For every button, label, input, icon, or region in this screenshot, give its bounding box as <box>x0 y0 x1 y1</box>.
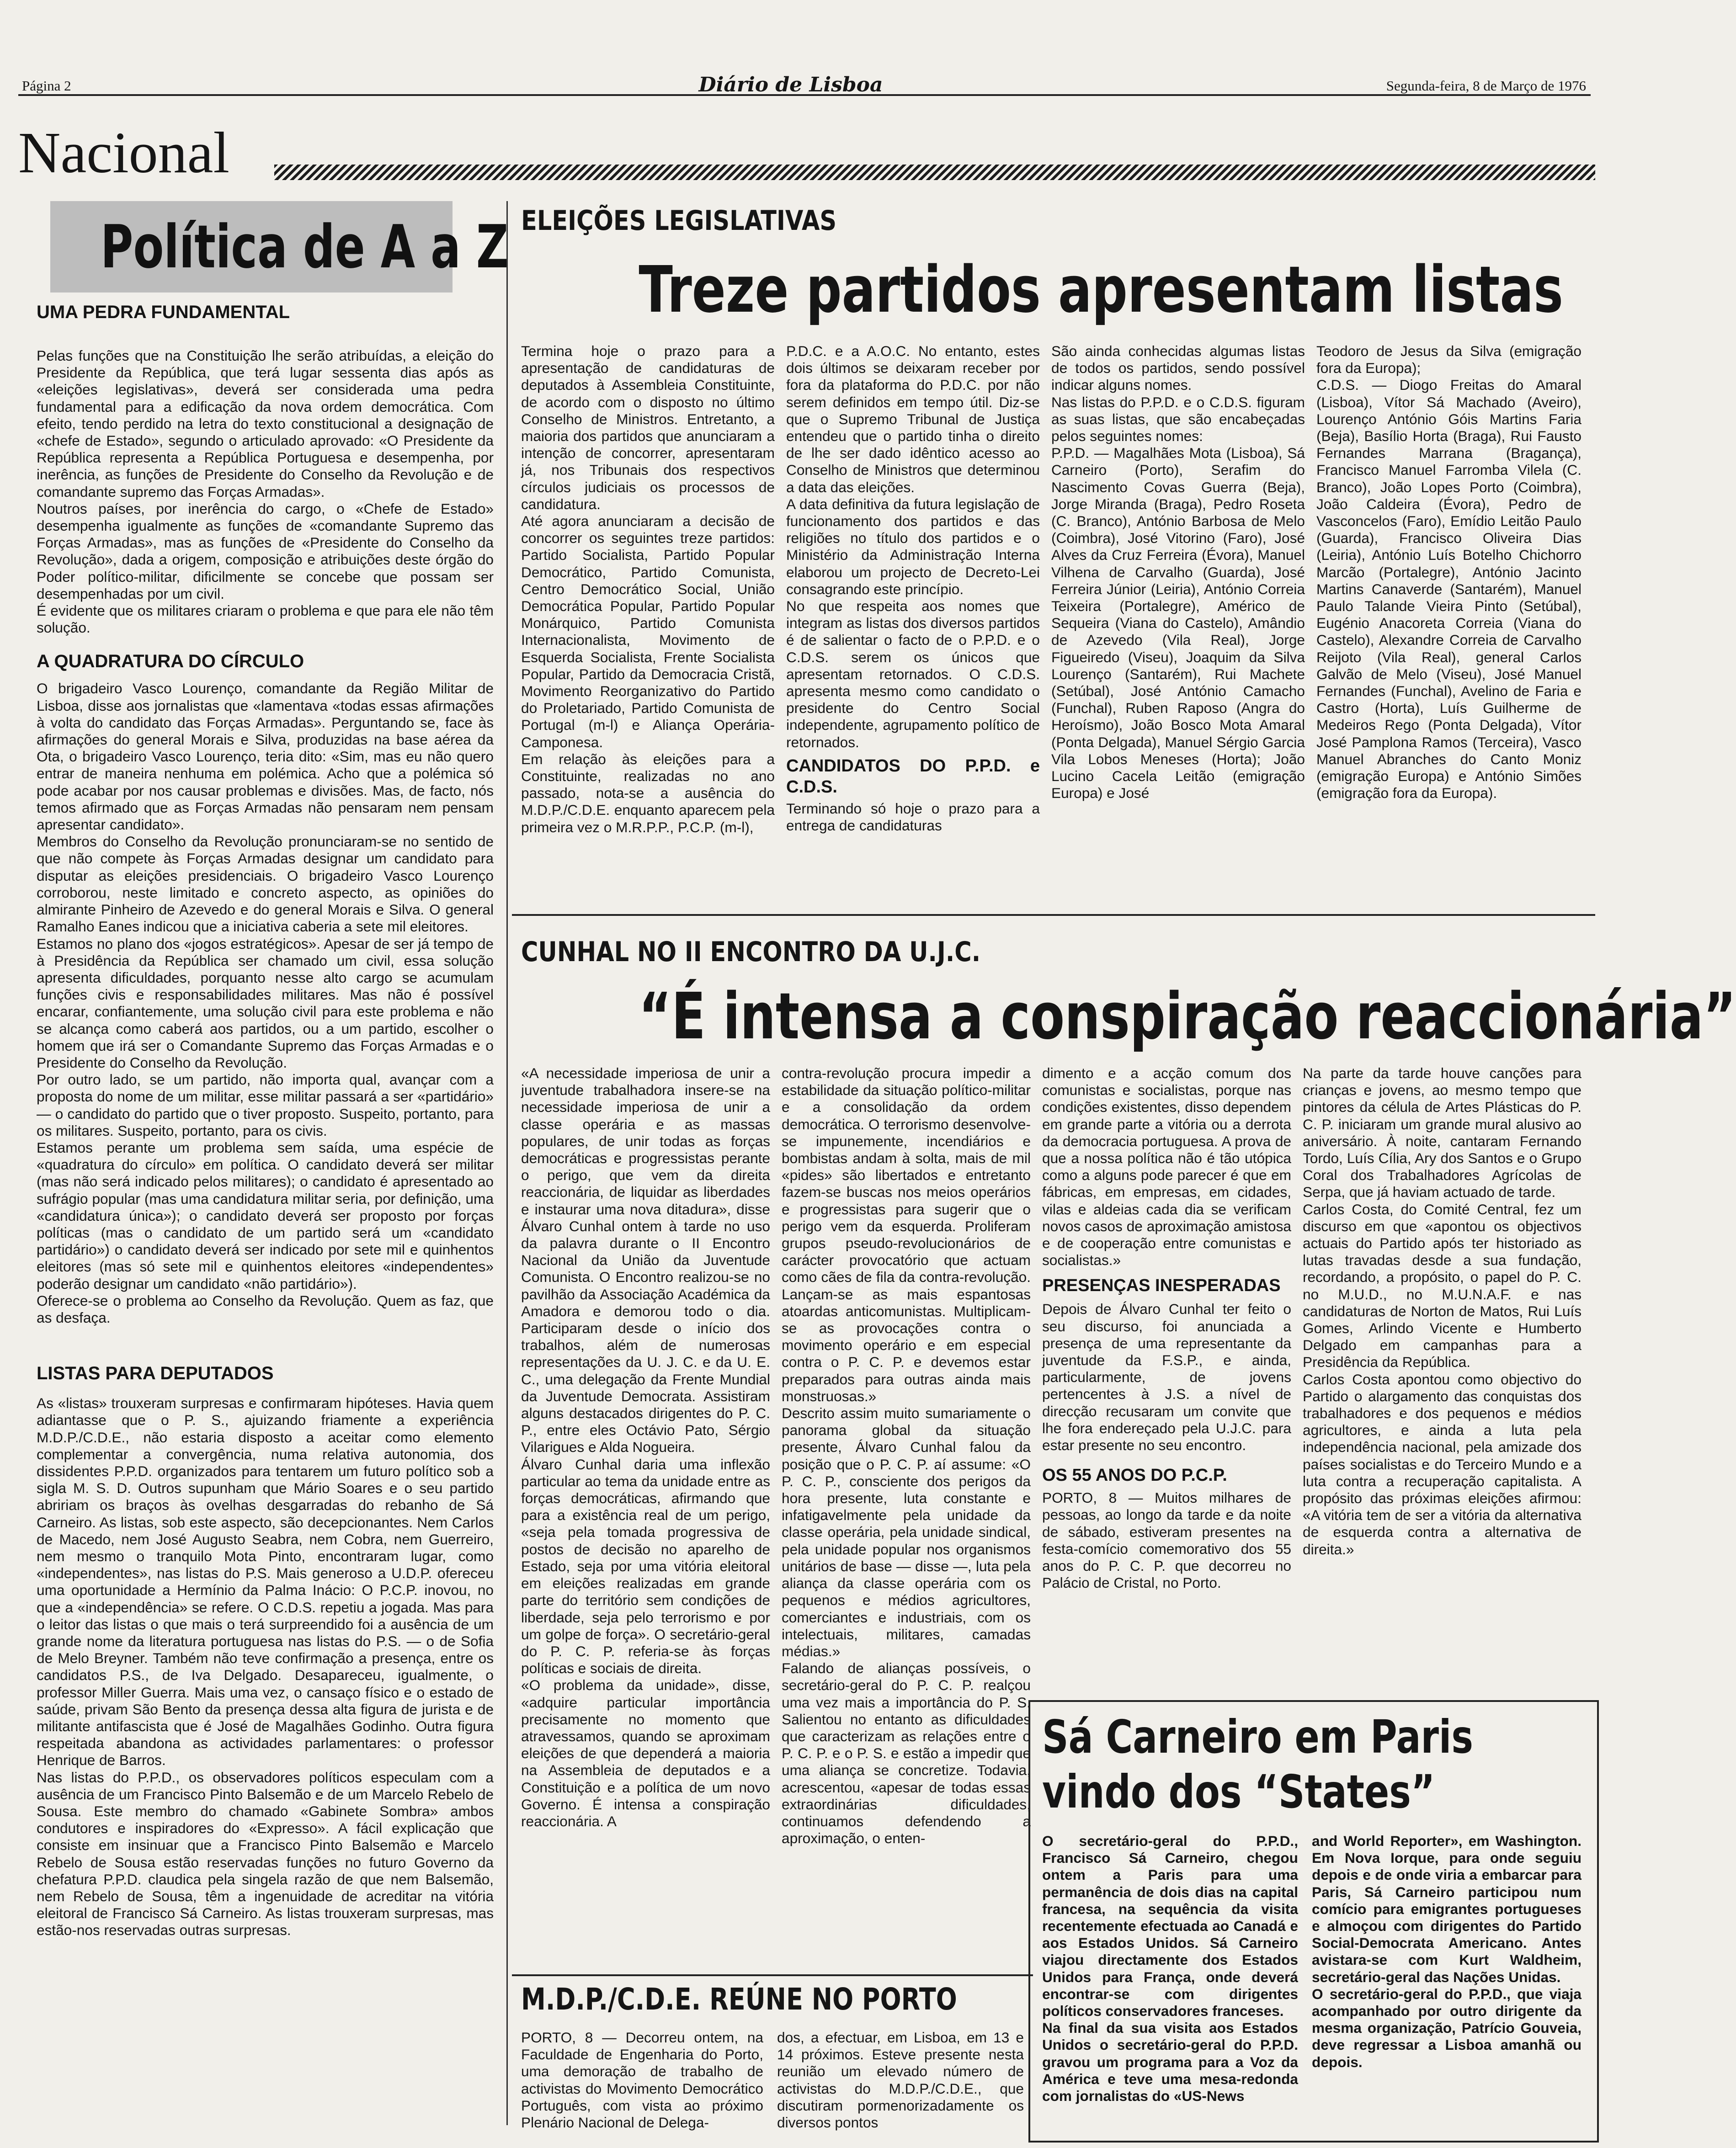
paragraph: dos, a efectuar, em Lisboa, em 13 e 14 próximos. Esteve presente nesta reunião um elevado número de activistas do M.D.P./C.D.E., que discutiram pormenorizadamente os diversos pontos <box>777 2029 1024 2131</box>
article-headline: Sá Carneiro em Paris <box>1042 1710 1473 1764</box>
paragraph: No que respeita aos nomes que integram as listas dos diversos partidos é de salientar o facto de o P.P.D. e o C.D.S. serem os únicos que apresentam retornados. O C.D.S. apresenta mesmo como candidato o presidente do Centro Social independente, agrupamento político de retornados. <box>786 598 1040 750</box>
section-heading: LISTAS PARA DEPUTADOS <box>37 1363 274 1384</box>
paragraph: Nas listas do P.P.D. e o C.D.S. figuram as suas listas, que são encabeçadas pelos seguintes nomes: <box>1051 393 1305 445</box>
section-hatch-rule <box>274 165 1595 180</box>
issue-date: Segunda-feira, 8 de Março de 1976 <box>1386 78 1586 94</box>
page-number: Página 2 <box>22 78 71 94</box>
paragraph: Membros do Conselho da Revolução pronunciaram-se no sentido de que não compete às Forças Armadas designar um candidato para disputar as eleições presidenciais. O brigadeiro Vasco Lourenço corroborou, neste limitado e concreto aspecto, as opiniões do almirante Pinheiro de Azevedo e do general Morais e Silva. O general Ramalho Eanes indicou que a iniciativa caberia a sete mil eleitores. <box>37 833 494 935</box>
article-column <box>521 1065 770 1830</box>
article-column <box>1051 343 1305 802</box>
paragraph: Descrito assim muito sumariamente o panorama global da situação presente, Álvaro Cunhal falou da posição que o P. C. P. aí assume: «O P. C. P., consciente dos perigos da hora presente, luta constante e infatigavelmente pela unidade da classe operária, pela unidade sindical, pela unidade popular nos organismos unitários de base — disse —, luta pela aliança da classe operária com os pequenos e médios agricultores, comerciantes e industriais, com os intelectuais, militares, camadas médias.» <box>782 1405 1031 1659</box>
paragraph: Carlos Costa apontou como objectivo do Partido o alargamento das conquistas dos trabalhadores e dos pequenos e médios agricultores, e ainda a luta pela independência nacional, pela amizade dos países socialistas e do Terceiro Mundo e a luta contra a recuperação capitalista. A propósito das próximas eleições afirmou: «A vitória tem de ser a vitória da alternativa de esquerda contra a alternativa de direita.» <box>1303 1371 1582 1558</box>
paragraph: O secretário-geral do P.P.D., Francisco Sá Carneiro, chegou ontem a Paris para uma permanência de dois dias na capital francesa, na sequência da visita recentemente efectuada ao Canadá e aos Estados Unidos. Sá Carneiro viajou directamente dos Estados Unidos para França, onde deverá encontrar-se com dirigentes políticos conservadores franceses. <box>1042 1833 1298 2020</box>
article-column <box>1042 1833 1298 2105</box>
paragraph: Na final da sua visita aos Estados Unidos o secretário-geral do P.P.D. gravou um programa para a Voz da América e teve uma mesa-redonda com jornalistas do «US-News <box>1042 2020 1298 2105</box>
article-headline: vindo dos “States” <box>1042 1765 1435 1818</box>
paragraph: Na parte da tarde houve canções para crianças e jovens, ao mesmo tempo que pintores da célula de Artes Plásticas do P. C. P. iniciaram um grande mural alusivo ao aniversário. À noite, cantaram Fernando Tordo, Luís Cília, Ary dos Santos e o Grupo Coral dos Trabalhadores Agrícolas de Serpa, que já haviam actuado de tarde. <box>1303 1065 1582 1201</box>
column-title: Política de A a Z <box>101 212 509 282</box>
paragraph: Até agora anunciaram a decisão de concorrer os seguintes treze partidos: Partido Socialista, Partido Popular Democrático, Partido Comunista, Centro Democrático Social, União Democrática Popular, Partido Popular Monárquico, Partido Comunista Internacionalista, Movimento de Esquerda Socialista, Frente Socialista Popular, Partido da Democracia Cristã, Movimento Reorganizativo do Partido do Proletariado, Partido Comunista de Portugal (m-l) e Aliança Operária-Camponesa. <box>521 513 775 750</box>
paragraph: PORTO, 8 — Muitos milhares de pessoas, ao longo da tarde e da noite de sábado, estiveram presentes na festa-comício comemorativo dos 55 anos do P. C. P. que decorreu no Palácio de Cristal, no Porto. <box>1042 1489 1291 1591</box>
article-column <box>1312 1833 1582 2071</box>
paragraph: Pelas funções que na Constituição lhe serão atribuídas, a eleição do Presidente da República, que terá lugar sessenta dias após as «eleições legislativas», deverá ser considerada uma pedra fundamental para a edificação da nova ordem democrática. Com efeito, tendo perdido na letra do texto constitucional a designação de «chefe de Estado», segundo o articulado aprovado: «O Presidente da República representa a República Portuguesa e desempenha, por inerência, as funções de Presidente do Conselho da Revolução e de comandante supremo das Forças Armadas». <box>37 347 494 500</box>
paragraph: PORTO, 8 — Decorreu ontem, na Faculdade de Engenharia do Porto, uma demoração de trabalho de activistas do Movimento Democrático Português, com vista ao próximo Plenário Nacional de Delega- <box>521 2029 763 2131</box>
article-headline: “É intensa a conspiração reaccionária” <box>639 979 1736 1054</box>
article-headline: Treze partidos apresentam listas <box>639 253 1564 327</box>
paragraph: Teodoro de Jesus da Silva (emigração fora da Europa); <box>1316 343 1582 377</box>
paragraph: O brigadeiro Vasco Lourenço, comandante da Região Militar de Lisboa, disse aos jornalistas que «lamentava «todas essas afirmações à volta do candidato das Forças Armadas». Perguntando se, face às afirmações do general Morais e Silva, produzidas na base aérea da Ota, o brigadeiro Vasco Lourenço, teria dito: «Sim, mas eu não quero entrar de maneira nenhuma em polémica. Acho que a polémica só pode acabar por nos causar problemas e divisões. Mas, de facto, nós temos afirmado que as Forças Armadas não pensaram nem pensam apresentar candidato». <box>37 680 494 833</box>
article-body <box>37 680 494 1326</box>
article-body <box>37 347 494 636</box>
article-subhead: CANDIDATOS DO P.P.D. e C.D.S. <box>786 756 1040 797</box>
article-column <box>1303 1065 1582 1558</box>
paragraph: Noutros países, por inerência do cargo, o «Chefe de Estado» desempenha igualmente as funções de «comandante Supremo das Forças Armadas», mas as funções de «Presidente do Conselho da Revolução», dada a origem, composição e atribuições deste órgão do Poder político-militar, dificilmente se concebe que possam ser desempenhadas por um civil. <box>37 500 494 602</box>
paragraph: Oferece-se o problema ao Conselho da Revolução. Quem as faz, que as desfaça. <box>37 1292 494 1326</box>
paragraph: Estamos no plano dos «jogos estratégicos». Apesar de ser já tempo de à Presidência da República ser chamado um civil, essa solução apresenta dificuldades, porquanto nesse alto cargo se acumulam funções civis e responsabilidades militares. Mas não é possível encarar, confiantemente, uma solução civil para este problema e não se alcança como caberá aos partidos, ou a um partido, escolher o homem que irá ser o Comandante Supremo das Forças Armadas e o Presidente do Conselho da Revolução. <box>37 935 494 1071</box>
paragraph: Depois de Álvaro Cunhal ter feito o seu discurso, foi anunciada a presença de uma representante da juventude da F.S.P., e ainda, particularmente, de jovens pertencentes à J.S. a nível de direcção recusaram um convite que lhe fora endereçado pela U.J.C. para estar presente no seu encontro. <box>1042 1301 1291 1454</box>
paragraph: C.D.S. — Diogo Freitas do Amaral (Lisboa), Vítor Sá Machado (Aveiro), Lourenço António Góis Martins Faria (Beja), Basílio Horta (Braga), Rui Fausto Fernandes Marrana (Bragança), Francisco Manuel Farromba Vilela (C. Branco), João Lopes Porto (Coimbra), João Caldeira (Évora), Pedro de Vasconcelos (Faro), Emídio Leitão Paulo (Guarda), Francisco Oliveira Dias (Leiria), António Luís Botelho Chichorro Marcão (Portalegre), António Jacinto Martins Canaverde (Santarém), Manuel Paulo Talande Vieira Pinto (Setúbal), Eugénio Anacoreta Correia (Viana do Castelo), Alexandre Correia de Carvalho Reijoto (Vila Real), general Carlos Galvão de Melo (Viseu), José Manuel Fernandes (Funchal), Avelino de Faria e Castro (Horta), Luís Guilherme de Medeiros Rego (Ponta Delgada), Vítor José Pamplona Ramos (Terceira), Vasco Manuel Abranches do Canto Moniz (emigração Europa) e António Simões (emigração fora da Europa). <box>1316 377 1582 802</box>
article-column <box>521 343 775 836</box>
paragraph: Terminando só hoje o prazo para a entrega de candidaturas <box>786 800 1040 834</box>
paragraph: dimento e a acção comum dos comunistas e socialistas, porque nas condições existentes, disso dependem em grande parte a vitória ou a derrota da democracia portuguesa. A prova de que a nossa política não é tão utópica como a alguns pode parecer é que em fábricas, em empresas, em cidades, vilas e aldeias cada dia se verificam novos casos de aproximação amistosa e de cooperação entre comunistas e socialistas.» <box>1042 1065 1291 1269</box>
left-column <box>37 302 494 1939</box>
paragraph: Estamos perante um problema sem saída, uma espécie de «quadratura do círculo» em política. O candidato deverá ser militar (mas não será indicado pelos militares); o candidato é apresentado ao sufrágio popular (mas uma candidatura militar seria, por definição, uma «candidatura única»); o candidato deverá ser proposto por forças políticas (mas o candidato de um partido será um «candidato partidário») o candidato deverá ser indicado por sete mil e quinhentos eleitores (mas só sete mil e quinhentos eleitores «independentes» poderão designar um candidato «não partidário»). <box>37 1139 494 1292</box>
paragraph: Nas listas do P.P.D., os observadores políticos especulam com a ausência de um Francisco Pinto Balsemão e de um Marcelo Rebelo de Sousa. Este membro do chamado «Gabinete Sombra» ambos condutores e inspiradores do «Expresso». A fácil explicação que consiste em insinuar que a Francisco Pinto Balsemão e Marcelo Rebelo de Sousa estão reservadas funções no futuro Governo da chefatura P.P.D. claudica pela singela razão de que nem Balsemão, nem Rebelo de Sousa, têm a ingenuidade de acreditar na vitória eleitoral de Francisco Sá Carneiro. As listas trouxeram surpresas, mas estão-nos reservadas outras surpresas. <box>37 1769 494 1939</box>
article-kicker: ELEIÇÕES LEGISLATIVAS <box>521 205 837 237</box>
article-column <box>1042 1065 1291 1591</box>
article-column <box>782 1065 1031 1847</box>
section-title: Nacional <box>18 120 229 185</box>
article-kicker: CUNHAL NO II ENCONTRO DA U.J.C. <box>521 936 981 968</box>
paragraph: «A necessidade imperiosa de unir a juventude trabalhadora insere-se na necessidade imperiosa de unir a classe operária e as massas populares, de unir todas as forças democráticas e progressistas perante o perigo, que vem da direita reaccionária, de liquidar as liberdades e instaurar uma nova ditadura», disse Álvaro Cunhal ontem à tarde no uso da palavra durante o II Encontro Nacional da União da Juventude Comunista. O Encontro realizou-se no pavilhão da Associação Académica da Amadora e demorou todo o dia. Participaram desde o início dos trabalhos, além de numerosas representações da U. J. C. e da U. E. C., uma delegação da Frente Mundial da Juventude Democrata. Assistiram alguns destacados dirigentes do P. C. P., entre eles Octávio Pato, Sérgio Vilarigues e Alda Nogueira. <box>521 1065 770 1456</box>
section-heading: UMA PEDRA FUNDAMENTAL <box>37 302 290 322</box>
paragraph: É evidente que os militares criaram o problema e que para ele não têm solução. <box>37 602 494 636</box>
paragraph: Por outro lado, se um partido, não importa qual, avançar com a proposta do nome de um militar, esse militar passará a ser «partidário» — o candidato do partido que o tiver proposto. Suspeito, portanto, para os militares. Suspeito, portanto, para os civis. <box>37 1071 494 1139</box>
paragraph: A data definitiva da futura legislação de funcionamento dos partidos e das religiões no título dos partidos e o Ministério da Administração Interna elaborou um projecto de Decreto-Lei consagrando este princípio. <box>786 495 1040 597</box>
paragraph: Carlos Costa, do Comité Central, fez um discurso em que «apontou os objectivos actuais do Partido após ter historiado as lutas travadas desde a sua fundação, recordando, a propósito, o papel do P. C. no M.U.D., no M.U.N.A.F. e nas candidaturas de Norton de Matos, Rui Luís Gomes, Arlindo Vicente e Humberto Delgado em campanhas para a Presidência da República. <box>1303 1201 1582 1371</box>
article-subhead: PRESENÇAS INESPERADAS <box>1042 1276 1281 1296</box>
article-headline: M.D.P./C.D.E. REÚNE NO PORTO <box>521 1982 957 2017</box>
paragraph: O secretário-geral do P.P.D., que viaja acompanhado por outro dirigente da mesma organização, Patrício Gouveia, deve regressar a Lisboa amanhã ou depois. <box>1312 1985 1582 2070</box>
paragraph: contra-revolução procura impedir a estabilidade da situação político-militar e a consolidação da ordem democrática. O terrorismo desenvolve-se impunemente, incendiários e bombistas andam à solta, mais de mil «pides» são libertados e entretanto fazem-se buscas nos meios operários e progressistas para sugerir que o perigo vem da esquerda. Proliferam grupos pseudo-revolucionários de carácter provocatório que actuam como cães de fila da contra-revolução. Lançam-se as mais espantosas atoardas anticomunistas. Multiplicam-se as provocações contra o movimento operário e em especial contra o P. C. P. e devemos estar preparados para outras ainda mais monstruosas.» <box>782 1065 1031 1404</box>
paragraph: Em relação às eleições para a Constituinte, realizadas no ano passado, nota-se a ausência do M.D.P./C.D.E. enquanto aparecem pela primeira vez o M.R.P.P., P.C.P. (m-l), <box>521 750 775 835</box>
article-column <box>521 2029 763 2131</box>
article-body <box>37 1395 494 1939</box>
column-title-box <box>50 201 509 292</box>
paragraph: As «listas» trouxeram surpresas e confirmaram hipóteses. Havia quem adiantasse que o P. S., ajuizando friamente a experiência M.D.P./C.D.E., não estaria disposto a aceitar como elemento complementar a convergência, numa relativa autonomia, dos dissidentes P.P.D. organizados para tentarem um futuro político sob a sigla M. S. D. Outros supunham que Mário Soares e o seu partido abririam os braços às ovelhas desgarradas do rebanho de Sá Carneiro. As listas, sob este aspecto, são decepcionantes. Nem Carlos de Macedo, nem José Augusto Seabra, nem Cobra, nem Guerreiro, nem mesmo o tranquilo Mota Pinto, encontraram lugar, como «independentes», nas listas do P.S. Mais generoso a U.D.P. ofereceu uma oportunidade a Hermínio da Palma Inácio: O P.C.P. inovou, no que a «independência» se refere. O C.D.S. repetiu a jogada. Mas para o leitor das listas o que mais o terá surpreendido foi a ausência de um grande nome da literatura portuguesa nas listas do P.S. — o de Sofia de Melo Breyner. Também não teve confirmação a presença, entre os candidatos P.S., de Iva Delgado. Desapareceu, igualmente, o professor Miller Guerra. Mais uma vez, o cansaço físico e o estado de saúde, privam São Bento da presença dessa alta figura de jurista e de militante antifascista que é José de Magalhães Godinho. Outra figura respeitada abandona as actividades parlamentares: o professor Henrique de Barros. <box>37 1395 494 1769</box>
article-column <box>1316 343 1582 802</box>
article-column <box>777 2029 1024 2131</box>
paragraph: Álvaro Cunhal daria uma inflexão particular ao tema da unidade entre as forças democráticas, afirmando que para a existência real de um perigo, «seja pela tomada progressiva de postos de decisão no aparelho de Estado, seja por uma vitória eleitoral em eleições realizadas em grande parte do território sem condições de liberdade, seja pelo terrorismo e por um golpe de força». O secretário-geral do P. C. P. referia-se às forças políticas e sociais de direita. <box>521 1456 770 1677</box>
paragraph: «O problema da unidade», disse, «adquire particular importância precisamente no momento que atravessamos, quando se aproximam eleições de que dependerá a maioria na Assembleia de deputados e a Constituição e a política de um novo Governo. É intensa a conspiração reaccionária. A <box>521 1677 770 1829</box>
article-subhead: OS 55 ANOS DO P.C.P. <box>1042 1466 1227 1485</box>
article-column <box>786 343 1040 834</box>
article-separator <box>512 1974 1033 1976</box>
section-heading: A QUADRATURA DO CÍRCULO <box>37 651 304 672</box>
paragraph: Falando de alianças possíveis, o secretário-geral do P. C. P. realçou uma vez mais a importância do P. S. Salientou no entanto as dificuldades que caracterizam as relações entre o P. C. P. e o P. S. e estão a impedir que uma aliança se concretize. Todavia, acrescentou, «apesar de todas essas extraordinárias dificuldades, continuamos defendendo a aproximação, o enten- <box>782 1660 1031 1847</box>
paragraph: P.P.D. — Magalhães Mota (Lisboa), Sá Carneiro (Porto), Serafim do Nascimento Covas Guerra (Beja), Jorge Miranda (Braga), Pedro Roseta (C. Branco), António Barbosa de Melo (Coimbra), José Vitorino (Faro), José Alves da Cruz Ferreira (Évora), Manuel Vilhena de Carvalho (Guarda), José Ferreira Júnior (Leiria), António Correia Teixeira (Portalegre), Américo de Sequeira (Viana do Castelo), Amândio de Azevedo (Vila Real), Jorge Figueiredo (Viseu), Joaquim da Silva Lourenço (Santarém), Rui Machete (Setúbal), José António Camacho (Funchal), Ruben Raposo (Angra do Heroísmo), João Bosco Mota Amaral (Ponta Delgada), Manuel Sérgio Garcia Vila Lobos Meneses (Horta); João Lucino Cacela Leitão (emigração Europa) e José <box>1051 445 1305 802</box>
paragraph: P.D.C. e a A.O.C. No entanto, estes dois últimos se deixaram receber por fora da plataforma do P.D.C. por não serem definidos em tempo útil. Diz-se que o Supremo Tribunal de Justiça entendeu que o partido tinha o direito de lhe ser dado idêntico acesso ao Conselho de Ministros que determinou a data das eleições. <box>786 343 1040 495</box>
paragraph: Termina hoje o prazo para a apresentação de candidaturas de deputados à Assembleia Constituinte, de acordo com o disposto no último Conselho de Ministros. Entretanto, a maioria dos partidos que anunciaram a intenção de concorrer, apresentaram já, nos Tribunais dos respectivos círculos judiciais os processos de candidatura. <box>521 343 775 512</box>
article-separator <box>512 914 1595 916</box>
paragraph: and World Reporter», em Washington. Em Nova Iorque, para onde seguiu depois e de onde viria a embarcar para Paris, Sá Carneiro participou num comício para emigrantes portugueses e almoçou com dirigentes do Partido Social-Democrata Americano. Antes avistara-se com Kurt Waldheim, secretário-geral das Nações Unidas. <box>1312 1833 1582 1985</box>
paragraph: São ainda conhecidas algumas listas de todos os partidos, sendo possível indicar alguns nomes. <box>1051 343 1305 393</box>
column-divider <box>506 201 508 2125</box>
masthead: Diário de Lisboa <box>698 73 883 96</box>
